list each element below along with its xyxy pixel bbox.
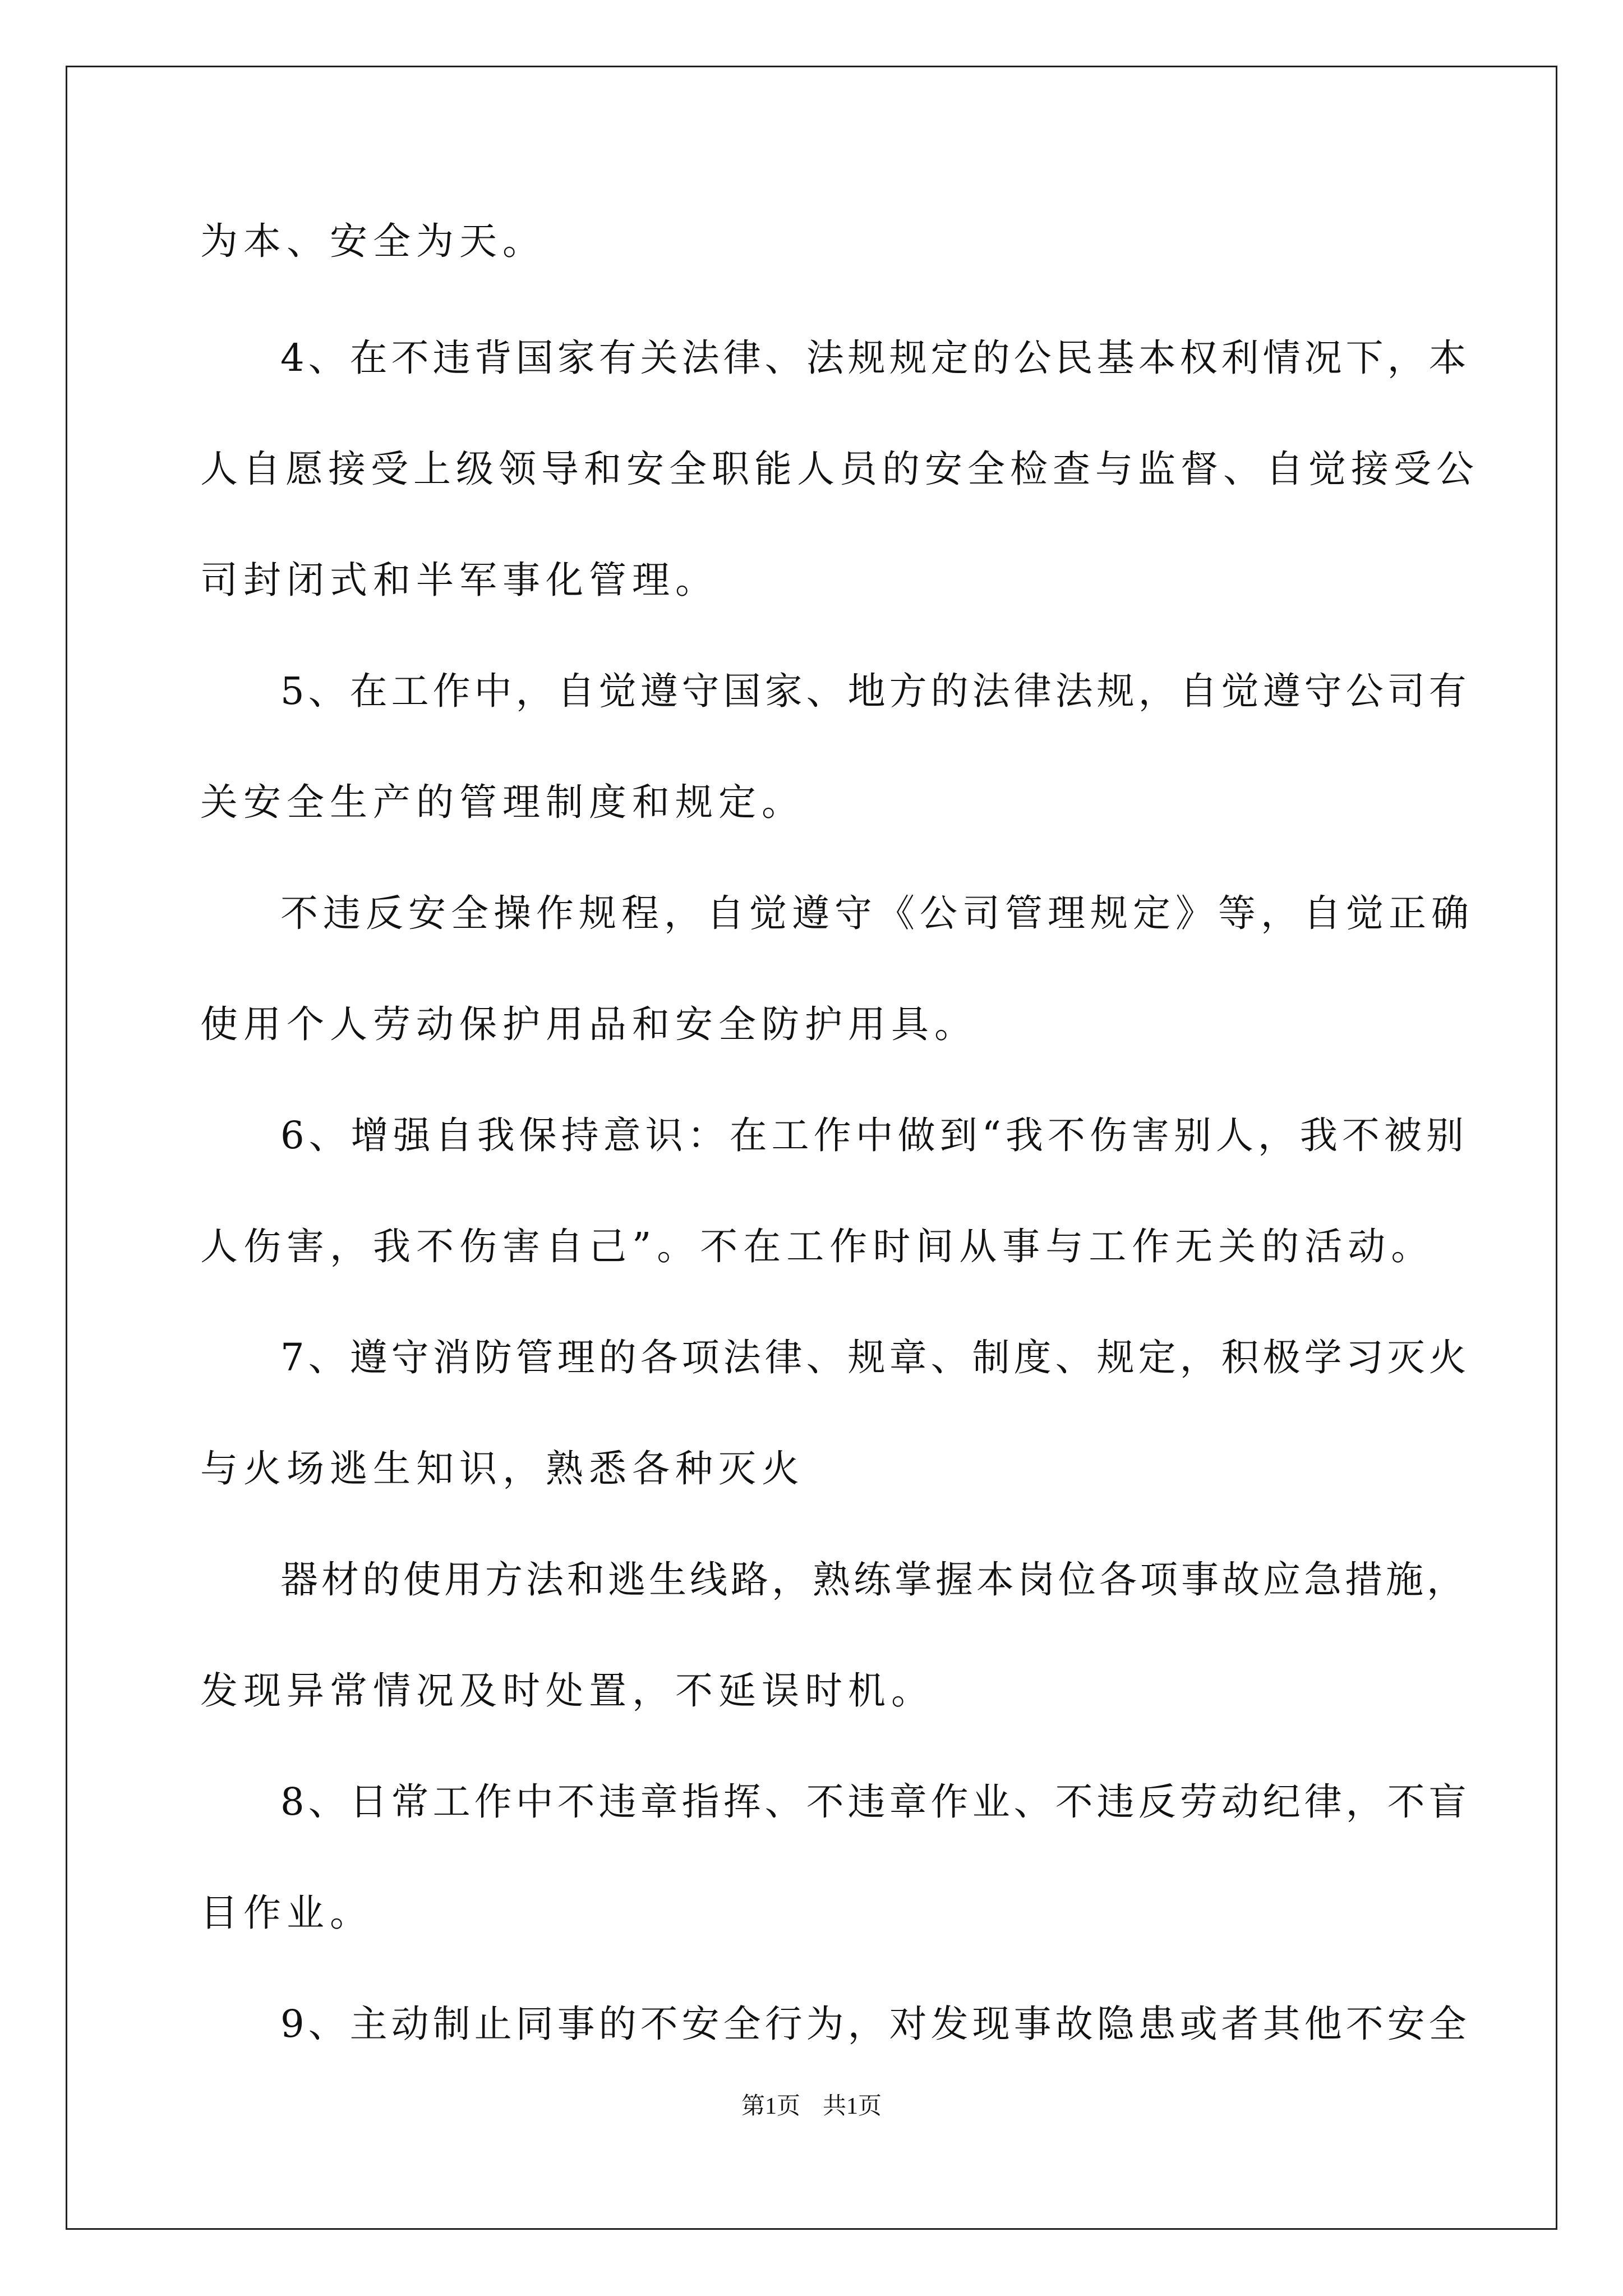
page-number-total: 共1页 (823, 2093, 882, 2119)
text-line-3: 人自愿接受上级领导和安全职能人员的安全检查与监督、自觉接受公 (200, 447, 1479, 491)
text-line-5: 5、在工作中，自觉遵守国家、地方的法律法规，自觉遵守公司有 (280, 669, 1470, 713)
page-number-current: 第1页 (741, 2093, 800, 2119)
text-line-17: 9、主动制止同事的不安全行为，对发现事故隐患或者其他不安全 (280, 2002, 1470, 2046)
text-line-15: 8、日常工作中不违章指挥、不违章作业、不违反劳动纪律，不盲 (280, 1780, 1470, 1824)
text-line-7: 不违反安全操作规程，自觉遵守《公司管理规定》等，自觉正确 (280, 891, 1474, 935)
page-footer (0, 2092, 1623, 2120)
text-line-2: 4、在不违背国家有关法律、法规规定的公民基本权利情况下，本 (280, 336, 1470, 380)
text-line-11: 7、遵守消防管理的各项法律、规章、制度、规定，积极学习灭火 (280, 1336, 1470, 1379)
text-line-4: 司封闭式和半军事化管理。 (200, 558, 718, 602)
text-line-16: 目作业。 (200, 1891, 373, 1935)
text-line-10: 人伤害，我不伤害自己”。不在工作时间从事与工作无关的活动。 (200, 1225, 1435, 1268)
text-line-8: 使用个人劳动保护用品和安全防护用具。 (200, 1002, 978, 1046)
text-line-9: 6、增强自我保持意识：在工作中做到“我不伤害别人，我不被别 (280, 1114, 1468, 1157)
text-line-12: 与火场逃生知识，熟悉各种灭火 (200, 1447, 805, 1490)
text-line-1: 为本、安全为天。 (200, 219, 546, 263)
text-line-13: 器材的使用方法和逃生线路，熟练掌握本岗位各项事故应急措施， (280, 1558, 1468, 1602)
text-line-6: 关安全生产的管理制度和规定。 (200, 780, 805, 824)
text-line-14: 发现异常情况及时处置，不延误时机。 (200, 1669, 934, 1713)
